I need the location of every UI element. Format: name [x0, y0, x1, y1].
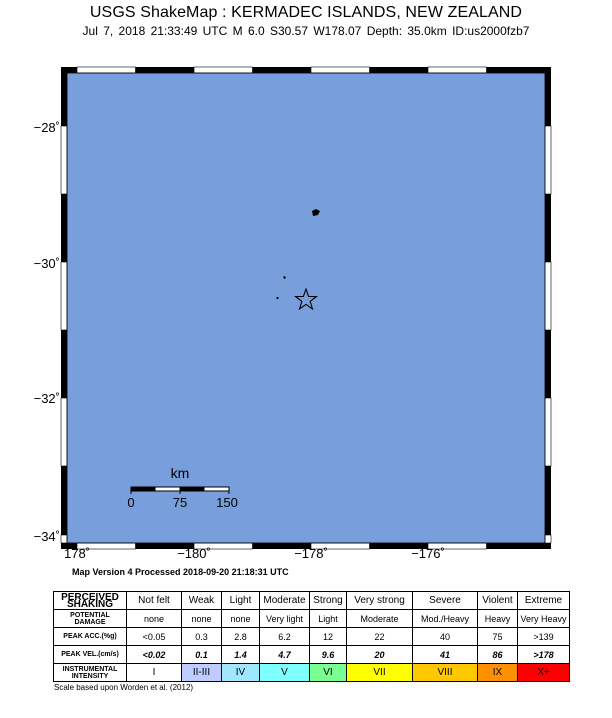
curtis-island — [276, 297, 278, 299]
legend-cell: none — [222, 610, 260, 628]
legend-cell: 1.4 — [222, 646, 260, 664]
intensity-cell: IV — [222, 664, 260, 682]
scale-tick-150: 150 — [216, 495, 238, 510]
legend-cell: 9.6 — [310, 646, 347, 664]
scale-tick-0: 0 — [127, 495, 135, 510]
legend-row-intensity — [54, 664, 570, 682]
lon-label-176: −176˚ — [411, 546, 445, 561]
processed-info: Map Version 4 Processed 2018-09-20 21:18:31 UTC — [72, 567, 289, 577]
legend-cell: Moderate — [260, 592, 310, 610]
legend-cell: <0.05 — [127, 628, 182, 646]
legend-cell: 41 — [413, 646, 478, 664]
legend-cell: Very strong — [347, 592, 413, 610]
lat-label-32: −32˚ — [33, 391, 60, 406]
legend-cell: >178 — [518, 646, 570, 664]
legend-cell: Mod./Heavy — [413, 610, 478, 628]
ocean-area — [67, 73, 545, 543]
scale-unit: km — [170, 465, 190, 481]
map-title: USGS ShakeMap : KERMADEC ISLANDS, NEW ZEALAND — [89, 4, 523, 21]
legend-cell: Light — [310, 610, 347, 628]
macauley-island — [283, 276, 285, 278]
intensity-cell: IX — [478, 664, 518, 682]
legend-cell: 0.3 — [182, 628, 222, 646]
intensity-cell: VIII — [413, 664, 478, 682]
legend-cell: Moderate — [347, 610, 413, 628]
legend-cell: none — [127, 610, 182, 628]
event-info: Jul 7, 2018 21:33:49 UTC M 6.0 S30.57 W178.07 Depth: 35.0km ID:us2000fzb7 — [82, 24, 530, 38]
legend-cell: 12 — [310, 628, 347, 646]
legend-cell: <0.02 — [127, 646, 182, 664]
legend-cell: Very light — [260, 610, 310, 628]
intensity-cell: II-III — [182, 664, 222, 682]
legend-label-damage: POTENTIAL DAMAGE — [54, 610, 127, 628]
legend-cell: 22 — [347, 628, 413, 646]
legend-cell: none — [182, 610, 222, 628]
legend-label-vel: PEAK VEL.(cm/s) — [54, 646, 127, 664]
legend-cell: >139 — [518, 628, 570, 646]
legend-cell: Extreme — [518, 592, 570, 610]
legend-cell: Violent — [478, 592, 518, 610]
legend-cell: 40 — [413, 628, 478, 646]
lat-label-34: −34˚ — [33, 529, 60, 544]
lon-label-178w: −178˚ — [294, 546, 328, 561]
lat-label-30: −30˚ — [33, 256, 60, 271]
legend-cell: Weak — [182, 592, 222, 610]
legend-cell: Light — [222, 592, 260, 610]
legend-label-intensity: INSTRUMENTAL INTENSITY — [54, 664, 127, 682]
scale-tick-75: 75 — [172, 495, 188, 510]
intensity-cell: VI — [310, 664, 347, 682]
lon-label-178e: 178˚ — [63, 546, 91, 561]
legend-cell: 75 — [478, 628, 518, 646]
legend-cell: 6.2 — [260, 628, 310, 646]
legend-cell: 86 — [478, 646, 518, 664]
legend-cell: 4.7 — [260, 646, 310, 664]
legend-cell: 20 — [347, 646, 413, 664]
legend-cell: Very Heavy — [518, 610, 570, 628]
legend-label-shaking: PERCEIVED SHAKING — [54, 592, 127, 610]
lat-label-28: −28˚ — [33, 120, 60, 135]
legend-cell: Not felt — [127, 592, 182, 610]
legend-row-damage — [54, 610, 570, 628]
intensity-cell: X+ — [518, 664, 570, 682]
lon-label-180: −180˚ — [177, 546, 211, 561]
intensity-legend-table — [53, 591, 570, 682]
intensity-cell: I — [127, 664, 182, 682]
legend-row-acc — [54, 628, 570, 646]
legend-row-vel — [54, 646, 570, 664]
legend-cell: Strong — [310, 592, 347, 610]
legend-cell: 0.1 — [182, 646, 222, 664]
legend-cell: 2.8 — [222, 628, 260, 646]
legend-cell: Severe — [413, 592, 478, 610]
legend-row-shaking — [54, 592, 570, 610]
legend-label-acc: PEAK ACC.(%g) — [54, 628, 127, 646]
legend-cell: Heavy — [478, 610, 518, 628]
intensity-cell: VII — [347, 664, 413, 682]
intensity-cell: V — [260, 664, 310, 682]
scale-note: Scale based upon Worden et al. (2012) — [54, 683, 194, 692]
